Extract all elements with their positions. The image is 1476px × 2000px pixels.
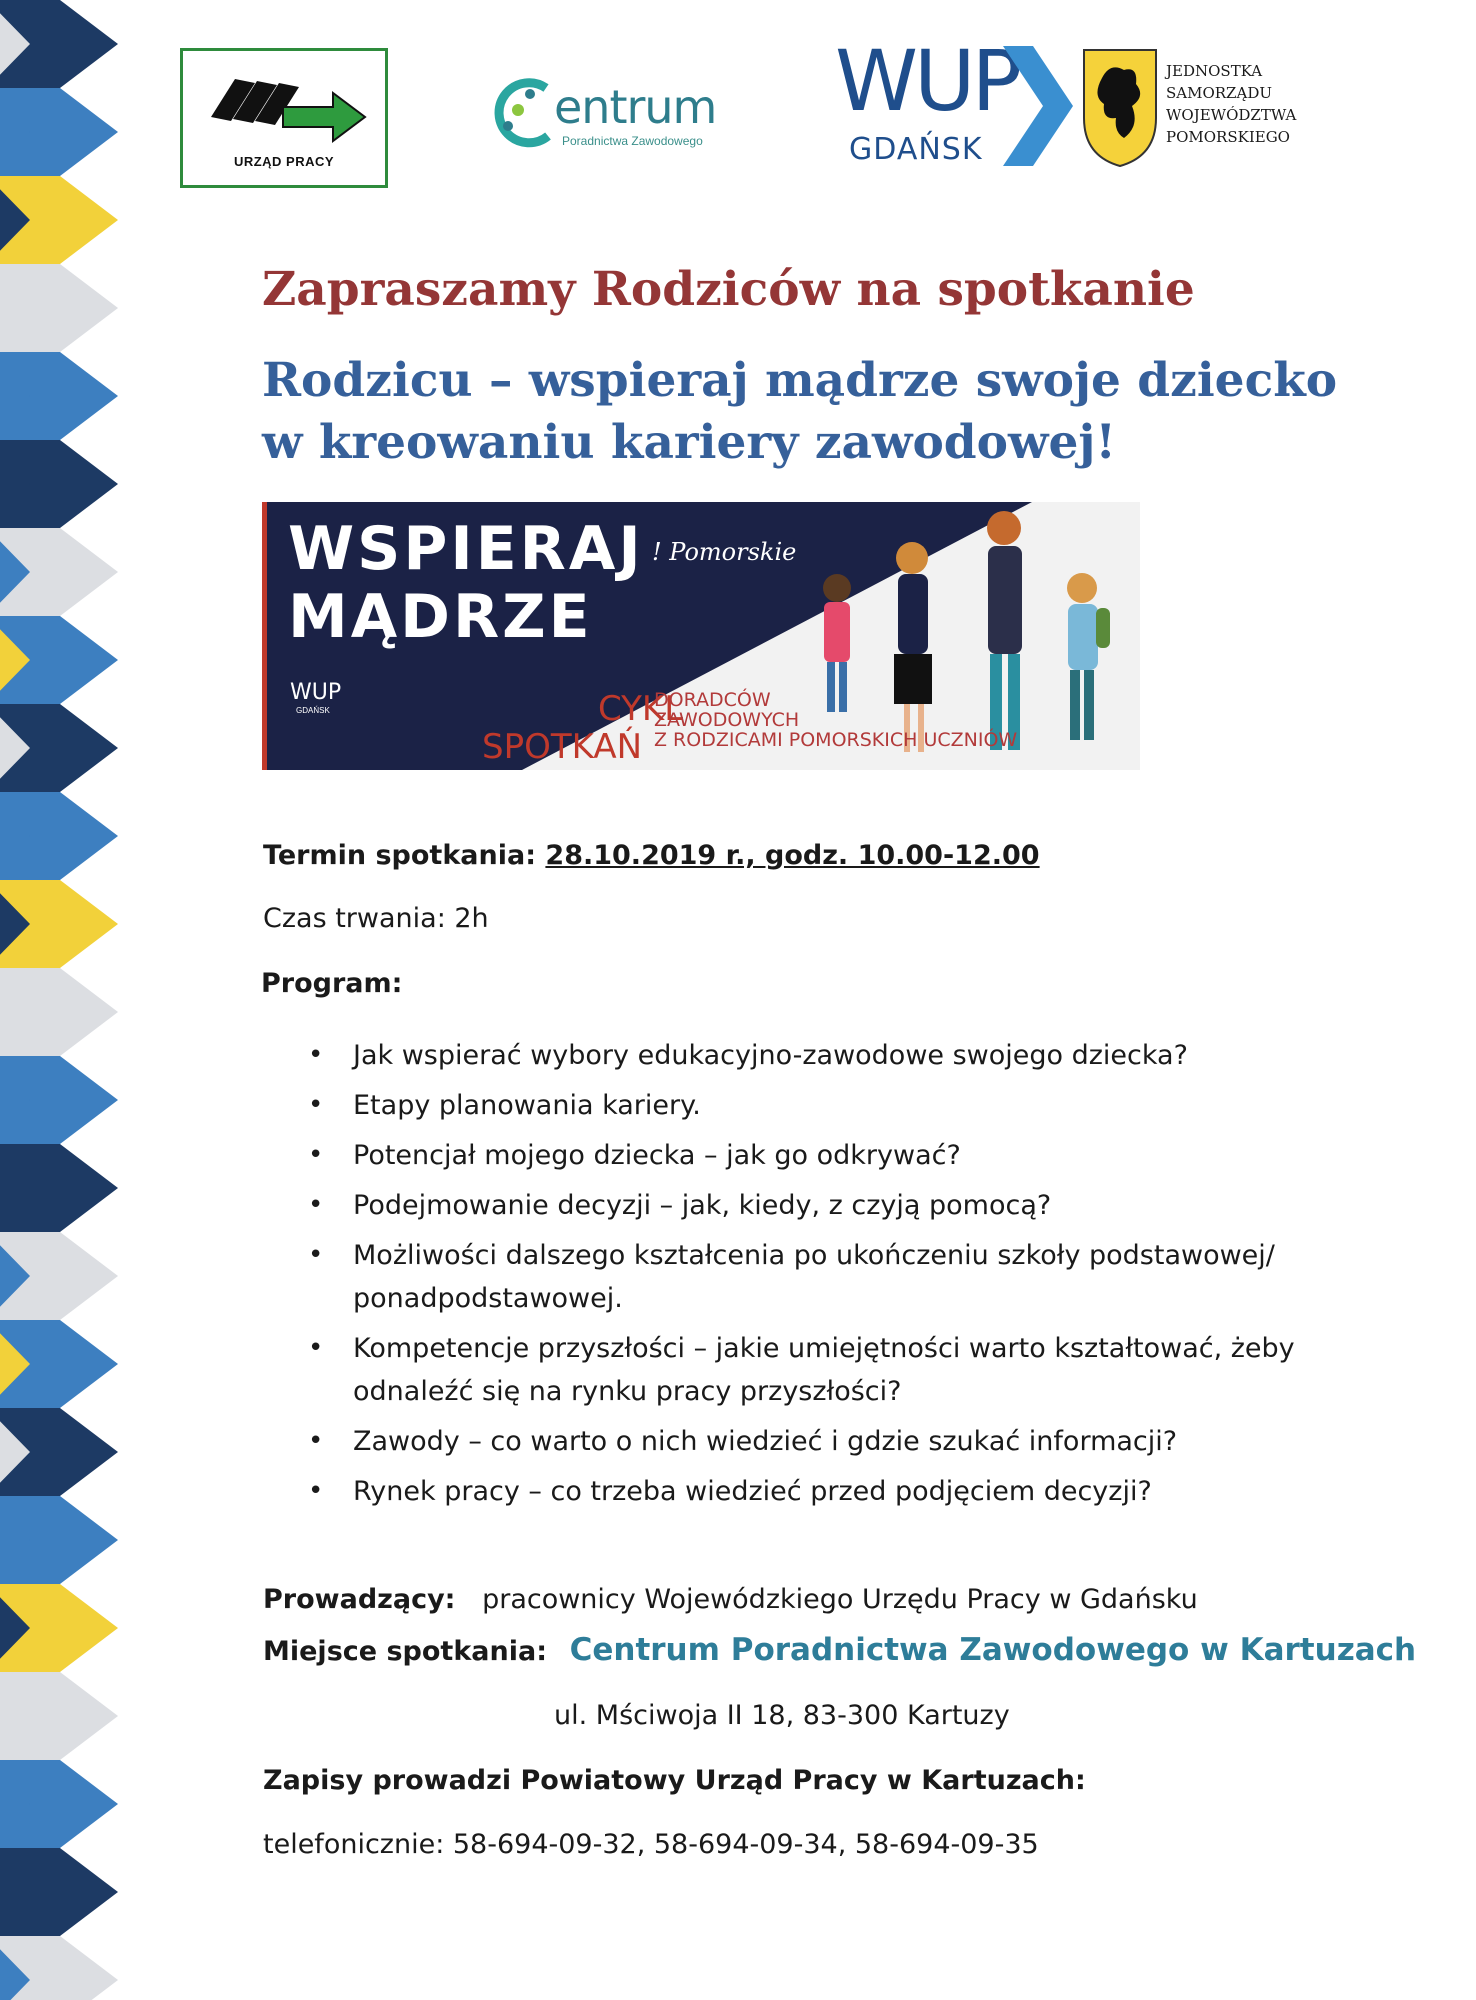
termin-label: Termin spotkania: [263,840,536,871]
termin-line [263,840,1040,871]
program-item: • Potencjał mojego dziecka – jak go odkrywać? [300,1134,1295,1177]
banner-title-line-1: WSPIERAJ [288,514,644,584]
centrum-ring-icon [490,70,562,160]
prowadzacy-line [263,1584,1198,1615]
miejsce-line [263,1632,1416,1668]
urzad-pracy-logo [180,48,388,188]
program-item: • Możliwości dalszego kształcenia po ukończeniu szkoły podstawowej/ ponadpodstawowej. [300,1234,1295,1320]
miejsce-value: Centrum Poradnictwa Zawodowego w Kartuzach [569,1632,1417,1668]
termin-value: 28.10.2019 r., godz. 10.00-12.00 [545,840,1040,871]
program-item: • Etapy planowania kariery. [300,1084,1295,1127]
banner-wup-sub: GDAŃSK [296,706,330,715]
urzad-pracy-emblem-icon [183,57,385,157]
program-list [300,1034,1295,1520]
banner-title-line-2: MĄDRZE [288,582,593,652]
prowadzacy-value: pracownicy Wojewódzkiego Urzędu Pracy w Gdańsku [482,1584,1198,1615]
program-item: • Kompetencje przyszłości – jakie umiejętności warto kształtować, żeby odnaleźć się na rynku pracy przyszłości? [300,1327,1295,1413]
banner-description: DORADCÓW ZAWODOWYCH Z RODZICAMI POMORSKICH UCZNIÓW [654,689,1018,751]
wup-city: GDAŃSK [849,132,983,167]
urzad-pracy-label: URZĄD PRACY [233,154,335,169]
invite-heading: Zapraszamy Rodziców na spotkanie [262,262,1195,317]
centrum-subtitle: Poradnictwa Zawodowego [562,134,703,148]
centrum-logo [490,70,740,170]
campaign-banner [262,502,1140,770]
zapisy-line: Zapisy prowadzi Powiatowy Urząd Pracy w Kartuzach: [263,1765,1086,1796]
prowadzacy-label: Prowadzący: [263,1584,456,1615]
decorative-chevron-stripe [0,0,140,2000]
pomorskie-logo [1080,40,1380,190]
pomorskie-label: JEDNOSTKA SAMORZĄDU WOJEWÓDZTWA POMORSKIEGO [1166,62,1297,146]
banner-wup: WUP [290,680,342,705]
wup-gdansk-logo [835,32,1065,190]
wup-chevron-icon [1003,46,1083,186]
banner-pomorskie: ! Pomorskie [652,538,797,566]
program-item: • Podejmowanie decyzji – jak, kiedy, z czyją pomocą? [300,1184,1295,1227]
program-label: Program: [261,968,403,999]
griffin-coat-of-arms-icon [1080,48,1160,168]
program-item: • Rynek pracy – co trzeba wiedzieć przed podjęciem decyzji? [300,1470,1295,1513]
subtitle-line-2: w kreowaniu kariery zawodowej! [262,415,1117,470]
subtitle-heading [262,350,1337,474]
telefon-line: telefonicznie: 58-694-09-32, 58-694-09-34, 58-694-09-35 [263,1829,1039,1860]
duration: Czas trwania: 2h [263,903,489,934]
program-item: • Zawody – co warto o nich wiedzieć i gdzie szukać informacji? [300,1420,1295,1463]
subtitle-line-1: Rodzicu – wspieraj mądrze swoje dziecko [262,353,1338,408]
wup-title: WUP [835,32,1019,130]
centrum-name: entrum [554,80,717,134]
program-item: • Jak wspierać wybory edukacyjno-zawodowe swojego dziecka? [300,1034,1295,1077]
logo-row [180,32,1380,200]
address: ul. Mściwoja II 18, 83-300 Kartuzy [554,1700,1010,1731]
banner-cykl-spotkan: CYKL SPOTKAŃ [482,689,684,767]
miejsce-label: Miejsce spotkania: [263,1636,548,1667]
